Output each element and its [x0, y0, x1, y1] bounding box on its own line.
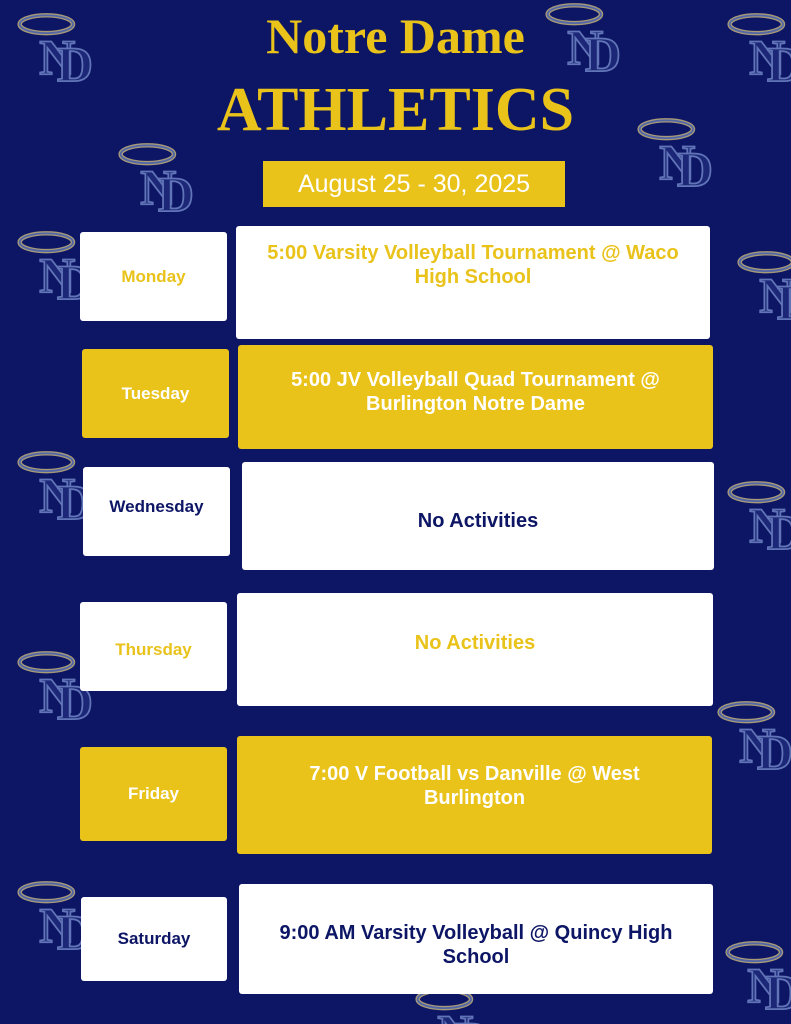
event-friday: 7:00 V Football vs Danville @ West Burlington [237, 736, 712, 854]
event-monday: 5:00 Varsity Volleyball Tournament @ Waco High School [236, 226, 710, 339]
day-label-friday: Friday [80, 747, 227, 841]
title-line-2: ATHLETICS [216, 76, 575, 144]
day-label-monday: Monday [80, 232, 227, 321]
day-label-tuesday: Tuesday [82, 349, 229, 438]
day-label-thursday: Thursday [80, 602, 227, 691]
nd-halo-logo-icon [113, 140, 203, 220]
day-label-wednesday: Wednesday [83, 467, 230, 556]
nd-halo-logo-icon [720, 938, 791, 1018]
nd-halo-logo-icon [722, 478, 791, 558]
event-wednesday: No Activities [242, 462, 714, 570]
event-saturday: 9:00 AM Varsity Volleyball @ Quincy High School [239, 884, 713, 994]
event-thursday: No Activities [237, 593, 713, 706]
nd-halo-logo-icon [732, 248, 791, 328]
nd-halo-logo-icon [712, 698, 791, 778]
date-range-badge: August 25 - 30, 2025 [263, 161, 565, 207]
day-label-saturday: Saturday [81, 897, 227, 981]
title-line-1: Notre Dame [266, 8, 525, 64]
event-tuesday: 5:00 JV Volleyball Quad Tournament @ Burlington Notre Dame [238, 345, 713, 449]
